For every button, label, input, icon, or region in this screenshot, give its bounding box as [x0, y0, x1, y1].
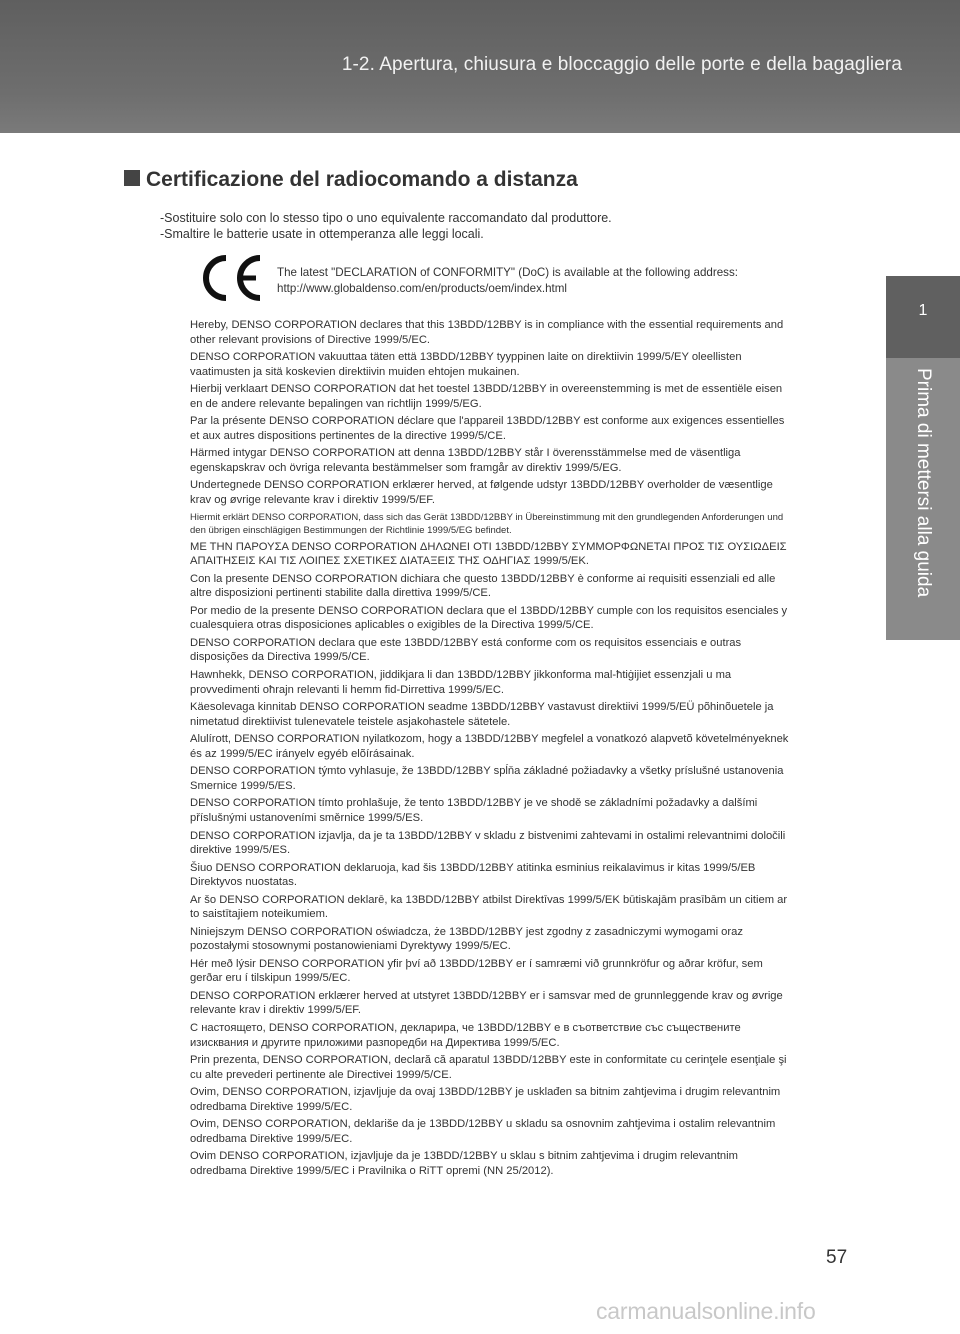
- watermark: carmanualsonline.info: [596, 1298, 816, 1324]
- declaration-paragraph: Hierbij verklaart DENSO CORPORATION dat het toestel 13BDD/12BBY in overeenstemming is met de essentiële eisen en de andere relevante bepalingen van richtlijn 1999/5/EG.: [190, 383, 783, 410]
- declaration-paragraph: DENSO CORPORATION vakuuttaa täten että 13BDD/12BBY tyyppinen laite on direktiivin 1999/5/EY oleellisten vaatimusten ja sitä koskevien direktiivin muiden ehtojen mukainen.: [190, 351, 742, 378]
- declaration-paragraph: Ovim, DENSO CORPORATION, izjavljuje da ovaj 13BDD/12BBY je usklađen sa bitnim zahtjevima i drugim relevantnim odredbama Direktive 1999/5/EC.: [190, 1086, 781, 1113]
- ce-mark-icon: [196, 252, 266, 304]
- declaration-paragraph: Ovim DENSO CORPORATION, izjavljuje da je 13BDD/12BBY u sklau s bitnim zahtjevima i drugim relevantnim odredbama Direktive 1999/5/EC i Pravilnika o RiTT opremi (NN 25/2012).: [190, 1150, 738, 1177]
- section-heading: [124, 168, 578, 192]
- declaration-paragraph: Härmed intygar DENSO CORPORATION att denna 13BDD/12BBY står I överensstämmelse med de väsentliga egenskapskrav och övriga relevanta bestämmelser som framgår av direktiv 1999/5/EG.: [190, 447, 741, 474]
- page-number: 57: [826, 1247, 848, 1268]
- declaration-paragraph: DENSO CORPORATION týmto vyhlasuje, že 13BDD/12BBY spĺňa základné požiadavky a všetky príslušné ustanovenia Smernice 1999/5/ES.: [190, 765, 784, 792]
- declaration-paragraph: Hawnhekk, DENSO CORPORATION, jiddikjara li dan 13BDD/12BBY jikkonforma mal-ħtiġijiet essenzjali u ma provvedimenti oħrajn relevanti li hemm fid-Dirrettiva 1999/5/EC.: [190, 669, 732, 696]
- declaration-paragraph: Con la presente DENSO CORPORATION dichiara che questo 13BDD/12BBY è conforme ai requisiti essenziali ed alle altre disposizioni pertinenti stabilite dalla direttiva 1999/5/CE.: [190, 572, 776, 600]
- declaration-paragraph: Hér með lýsir DENSO CORPORATION yfir því að 13BDD/12BBY er í samræmi við grunnkröfur og aðrar kröfur, sem gerðar eru í tilskipun 1999/5/EC.: [190, 957, 763, 985]
- declaration-paragraph: Undertegnede DENSO CORPORATION erklærer herved, at følgende udstyr 13BDD/12BBY overholder de væsentlige krav og øvrige relevante krav i direktiv 1999/5/EF.: [190, 479, 773, 506]
- declaration-paragraph: Ar šo DENSO CORPORATION deklarē, ka 13BDD/12BBY atbilst Direktīvas 1999/5/EK būtiskajām prasībām un citiem ar to saistītajiem noteikumiem.: [190, 893, 788, 921]
- header-band: [0, 0, 960, 133]
- note-line: -Sostituire solo con lo stesso tipo o uno equivalente raccomandato dal produttore.: [160, 211, 612, 225]
- square-bullet-icon: [124, 170, 140, 186]
- side-tab-label: Prima di mettersi alla guida: [913, 368, 934, 598]
- declaration-paragraph: Niniejszym DENSO CORPORATION oświadcza, że 13BDD/12BBY jest zgodny z zasadniczymi wymogami oraz pozostałymi stosownymi postanowieniami Dyrektywy 1999/5/EC.: [190, 925, 743, 953]
- declaration-paragraph: Alulírott, DENSO CORPORATION nyilatkozom, hogy a 13BDD/12BBY megfelel a vonatkozó alapvetõ követelményeknek és az 1999/5/EC irányelv egyéb elõírásainak.: [190, 733, 789, 760]
- declaration-paragraph: DENSO CORPORATION izjavlja, da je ta 13BDD/12BBY v skladu z bistvenimi zahtevami in ostalimi relevantnimi določili direktive 1999/5/ES.: [190, 829, 786, 856]
- declaration-paragraph: С настоящето, DENSO CORPORATION, декларира, че 13BDD/12BBY е в съответствие със съществените изисквания и другите приложими разпоредби на Директива 1999/5/ЕС.: [190, 1022, 741, 1049]
- note-line: -Smaltire le batterie usate in ottemperanza alle leggi locali.: [160, 227, 484, 241]
- declaration-paragraph: Hereby, DENSO CORPORATION declares that this 13BDD/12BBY is in compliance with the essential requirements and other relevant provisions of Directive 1999/5/EC.: [190, 319, 784, 346]
- declaration-paragraph: Hiermit erklärt DENSO CORPORATION, dass sich das Gerät 13BDD/12BBY in Übereinstimmung mit den grundlegenden Anforderungen und den übrigen einschlägigen Bestimmungen der Richtlinie 1999/5/EG befindet.: [190, 511, 784, 536]
- declarations-list: [190, 318, 790, 1182]
- battery-notes: [160, 210, 860, 242]
- doc-availability-info: [277, 265, 797, 297]
- declaration-paragraph: Prin prezenta, DENSO CORPORATION, declară că aparatul 13BDD/12BBY este in conformitate cu cerinţele esenţiale şi cu alte prevederi pertinente ale Directivei 1999/5/CE.: [190, 1054, 787, 1081]
- section-title: Certificazione del radiocomando a distanza: [146, 168, 578, 191]
- side-tab: [886, 358, 960, 640]
- doc-url: http://www.globaldenso.com/en/products/oem/index.html: [277, 282, 567, 295]
- declaration-paragraph: DENSO CORPORATION erklærer herved at utstyret 13BDD/12BBY er i samsvar med de grunnleggende krav og øvrige relevante krav i direktiv 1999/5/EF.: [190, 989, 783, 1017]
- declaration-paragraph: DENSO CORPORATION declara que este 13BDD/12BBY está conforme com os requisitos essenciais e outras disposições da Directiva 1999/5/CE.: [190, 636, 742, 664]
- declaration-paragraph: Käesolevaga kinnitab DENSO CORPORATION seadme 13BDD/12BBY vastavust direktiivi 1999/5/EÜ põhinõuetele ja nimetatud direktiivist tulenevatele teistele asjakohastele sätetele.: [190, 701, 774, 728]
- declaration-paragraph: ΜΕ ΤΗΝ ΠΑΡΟΥΣΑ DENSO CORPORATION ΔΗΛΩΝΕΙ ΟΤΙ 13BDD/12BBY ΣΥΜΜΟΡΦΩΝΕΤΑΙ ΠΡΟΣ ΤΙΣ ΟΥΣΙΩΔΕΙΣ ΑΠΑΙΤΗΣΕΙΣ ΚΑΙ ΤΙΣ ΛΟΙΠΕΣ ΣΧΕΤΙΚΕΣ ΔΙΑΤΑΞΕΙΣ ΤΗΣ ΟΔΗΓΙΑΣ 1999/5/ΕΚ.: [190, 540, 787, 568]
- side-tab-number: 1: [886, 276, 960, 358]
- declaration-paragraph: Šiuo DENSO CORPORATION deklaruoja, kad šis 13BDD/12BBY atitinka esminius reikalavimus ir kitas 1999/5/EB Direktyvos nuostatas.: [190, 861, 756, 889]
- declaration-paragraph: Par la présente DENSO CORPORATION déclare que l'appareil 13BDD/12BBY est conforme aux exigences essentielles et aux autres dispositions pertinentes de la directive 1999/5/CE.: [190, 415, 785, 442]
- declaration-paragraph: Por medio de la presente DENSO CORPORATION declara que el 13BDD/12BBY cumple con los requisitos esenciales y cualesquiera otras disposiciones aplicables o exigibles de la Directiva 1999/5/CE.: [190, 604, 788, 632]
- declaration-paragraph: Ovim, DENSO CORPORATION, deklariše da je 13BDD/12BBY u skladu sa osnovnim zahtjevima i ostalim relevantnim odredbama Direktive 1999/5/EC.: [190, 1118, 776, 1145]
- chapter-title: 1-2. Apertura, chiusura e bloccaggio delle porte e della bagagliera: [341, 54, 902, 75]
- declaration-paragraph: DENSO CORPORATION tímto prohlašuje, že tento 13BDD/12BBY je ve shodě se základními požadavky a dalšími příslušnými ustanoveními směrnice 1999/5/ES.: [190, 797, 758, 824]
- doc-info-line: The latest "DECLARATION of CONFORMITY" (DoC) is available at the following address:: [277, 266, 738, 279]
